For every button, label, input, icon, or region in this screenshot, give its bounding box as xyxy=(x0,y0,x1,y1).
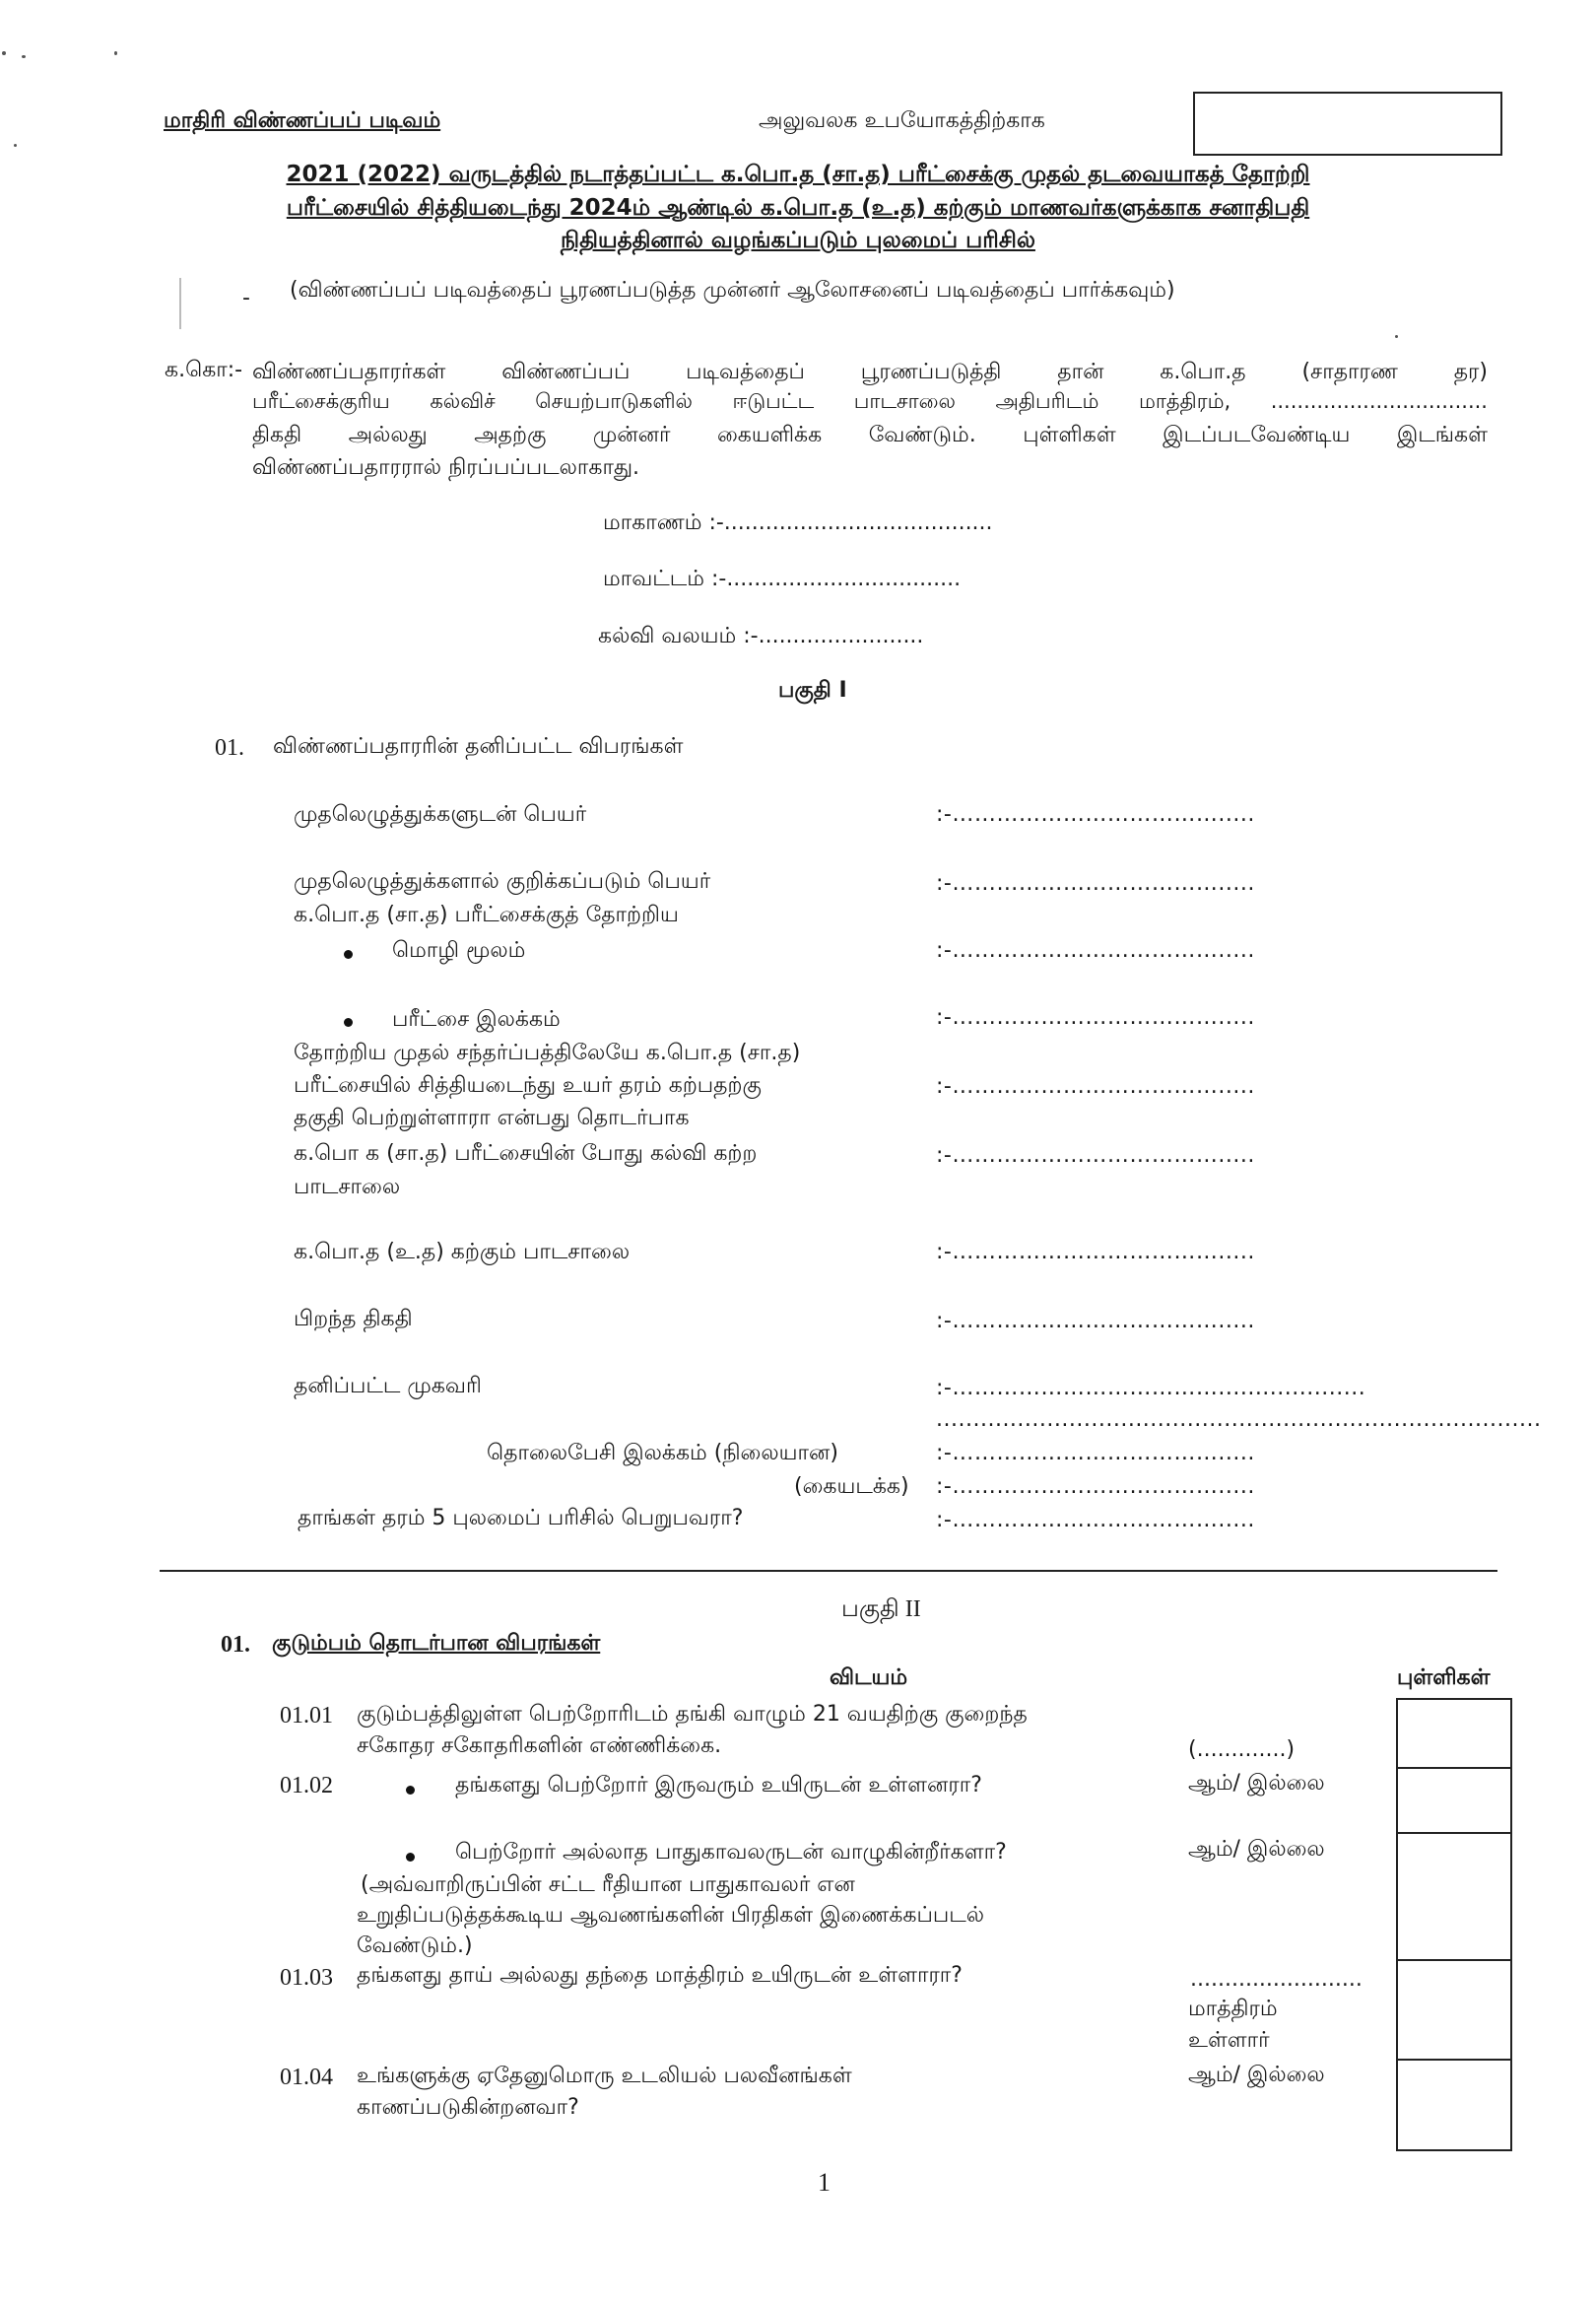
label-ol-school-2: பாடசாலை xyxy=(294,1175,401,1199)
zone-field[interactable]: கல்வி வலயம் :-........................ xyxy=(598,624,924,648)
grade5-field[interactable]: :-………………………………..... xyxy=(936,1508,1255,1532)
passed-field[interactable]: :-………………………………..... xyxy=(936,1074,1255,1099)
q2b-answer[interactable]: ஆம்/ இல்லை xyxy=(1188,1837,1325,1862)
q4-line-2: காணப்படுகின்றனவா? xyxy=(357,2095,579,2120)
marks-box-q3[interactable] xyxy=(1396,1959,1512,2061)
part1-section-number: 01. xyxy=(215,735,244,761)
office-use-label: அலுவலக உபயோகத்திற்காக xyxy=(759,108,1045,133)
part1-section-title: விண்ணப்பதாரரின் தனிப்பட்ட விபரங்கள் xyxy=(273,734,684,759)
scan-speck xyxy=(2,51,6,55)
label-passed-3: தகுதி பெற்றுள்ளாரா என்பது தொடர்பாக xyxy=(294,1106,690,1130)
q1-line-2: சகோதர சகோதரிகளின் எண்ணிக்கை. xyxy=(357,1733,722,1758)
name-with-initials-field[interactable]: :-………………………………..... xyxy=(936,802,1255,827)
marks-box-q4[interactable] xyxy=(1396,2059,1512,2151)
label-phone-land: தொலைபேசி இலக்கம் (நிலையான) xyxy=(487,1441,838,1465)
q3-answer-2: உள்ளார் xyxy=(1188,2028,1270,2053)
scan-speck xyxy=(1395,335,1398,338)
label-phone-mobile: (கையடக்க) xyxy=(794,1474,909,1499)
label-name-denoted: முதலெழுத்துக்களால் குறிக்கப்படும் பெயர் xyxy=(294,869,711,894)
label-passed-2: பரீட்சையில் சித்தியடைந்து உயர் தரம் கற்பதற்கு xyxy=(294,1073,762,1098)
note-line-4: விண்ணப்பதாரரால் நிரப்பப்படலாகாது. xyxy=(252,455,640,480)
scan-speck xyxy=(114,51,117,55)
bullet xyxy=(344,1018,353,1027)
index-number-field[interactable]: :-………………………………..... xyxy=(936,1005,1255,1030)
label-medium: மொழி மூலம் xyxy=(392,938,526,963)
note-line-1: விண்ணப்பதாரர்கள் விண்ணப்பப் படிவத்தைப் பூரணப்படுத்தி தான் க.பொ.த (சாதாரண தர) xyxy=(252,360,1488,384)
q3-text: தங்களது தாய் அல்லது தந்தை மாத்திரம் உயிருடன் உள்ளாரா? xyxy=(357,1963,963,1988)
q2b-note-3: வேண்டும்.) xyxy=(357,1933,473,1958)
divider xyxy=(160,1570,1497,1572)
q3-answer-1: மாத்திரம் xyxy=(1188,1997,1278,2021)
q4-number: 01.04 xyxy=(280,2065,333,2090)
scan-speck xyxy=(22,55,26,58)
phone-land-field[interactable]: :-………………………………..... xyxy=(936,1441,1255,1465)
q2a-text: தங்களது பெற்றோர் இருவரும் உயிருடன் உள்ளனரா? xyxy=(455,1773,982,1797)
address-field[interactable]: :-……………………………….................... xyxy=(936,1376,1366,1400)
note-line-3: திகதி அல்லது அதற்கு முன்னர் கையளிக்க வேண்டும். புள்ளிகள் இடப்படவேண்டிய இடங்கள் xyxy=(252,423,1488,447)
ol-school-field[interactable]: :-………………………………..... xyxy=(936,1143,1255,1168)
label-appeared-prefix: க.பொ.த (சா.த) பரீட்சைக்குத் தோற்றிய xyxy=(294,903,679,927)
note-line-2: பரீட்சைக்குரிய கல்விச் செயற்பாடுகளில் ஈடுபட்ட பாடசாலை அதிபரிடம் மாத்திரம், ................................. xyxy=(252,389,1488,413)
marks-box-q2a[interactable] xyxy=(1396,1765,1512,1834)
province-field[interactable]: மாகாணம் :-....................................... xyxy=(603,510,993,535)
bullet-mark: - xyxy=(242,286,250,310)
scan-speck xyxy=(179,278,181,329)
q2-number: 01.02 xyxy=(280,1773,333,1798)
al-school-field[interactable]: :-………………………………..... xyxy=(936,1240,1255,1264)
title-line-3: நிதியத்தினால் வழங்கப்படும் புலமைப் பரிசில் xyxy=(561,228,1035,253)
marks-box-q1[interactable] xyxy=(1396,1698,1512,1769)
q1-answer[interactable]: (.............) xyxy=(1188,1737,1296,1762)
bullet xyxy=(344,950,353,959)
q4-answer[interactable]: ஆம்/ இல்லை xyxy=(1188,2063,1325,2087)
label-passed-1: தோற்றிய முதல் சந்தர்ப்பத்திலேயே க.பொ.த (சா.த) xyxy=(294,1041,801,1065)
label-ol-school-1: க.பொ க (சா.த) பரீட்சையின் போது கல்வி கற்ற xyxy=(294,1141,758,1166)
label-name-with-initials: முதலெழுத்துக்களுடன் பெயர் xyxy=(294,802,587,827)
medium-field[interactable]: :-………………………………..... xyxy=(936,938,1255,963)
note-prefix: க.கொ:- xyxy=(165,358,243,382)
label-index-number: பரீட்சை இலக்கம் xyxy=(392,1007,561,1032)
col-subject-header: விடயம் xyxy=(830,1665,908,1690)
q3-answer-dots[interactable]: ......................... xyxy=(1190,1967,1363,1992)
label-grade5: தாங்கள் தரம் 5 புலமைப் பரிசில் பெறுபவரா? xyxy=(298,1506,744,1530)
q2b-note-2: உறுதிப்படுத்தக்கூடிய ஆவணங்களின் பிரதிகள் இணைக்கப்படல் xyxy=(357,1903,985,1928)
district-field[interactable]: மாவட்டம் :-.................................. xyxy=(603,567,962,591)
page-number: 1 xyxy=(818,2168,831,2197)
phone-mobile-field[interactable]: :-………………………………..... xyxy=(936,1474,1255,1499)
q3-number: 01.03 xyxy=(280,1965,333,1991)
part2-section-number: 01. xyxy=(221,1632,250,1658)
marks-box-q2b[interactable] xyxy=(1396,1832,1512,1961)
title-line-2: பரீட்சையில் சித்தியடைந்து 2024ம் ஆண்டில் க.பொ.த (உ.த) கற்கும் மாணவர்களுக்காக சனாதிபதி xyxy=(286,195,1310,221)
q1-number: 01.01 xyxy=(280,1703,333,1729)
bullet xyxy=(406,1786,415,1795)
office-use-box[interactable] xyxy=(1193,92,1502,156)
form-title: மாதிரி விண்ணப்பப் படிவம் xyxy=(164,108,441,133)
scan-speck xyxy=(14,144,17,147)
q1-line-1: குடும்பத்திலுள்ள பெற்றோரிடம் தங்கி வாழும் 21 வயதிற்கு குறைந்த xyxy=(357,1702,1028,1727)
dob-field[interactable]: :-………………………………..... xyxy=(936,1309,1255,1333)
address-field-line-2[interactable]: .................................................................................. xyxy=(936,1407,1542,1432)
q2a-answer[interactable]: ஆம்/ இல்லை xyxy=(1188,1771,1325,1796)
name-denoted-field[interactable]: :-………………………………..... xyxy=(936,871,1255,896)
label-dob: பிறந்த திகதி xyxy=(294,1307,413,1331)
label-al-school: க.பொ.த (உ.த) கற்கும் பாடசாலை xyxy=(294,1240,631,1264)
q4-line-1: உங்களுக்கு ஏதேனுமொரு உடலியல் பலவீனங்கள் xyxy=(357,2064,852,2088)
bullet xyxy=(406,1853,415,1862)
q2b-note-1: (அவ்வாறிருப்பின் சட்ட ரீதியான பாதுகாவலர் என xyxy=(361,1872,855,1897)
part2-section-title: குடும்பம் தொடர்பான விபரங்கள் xyxy=(272,1631,601,1656)
label-address: தனிப்பட்ட முகவரி xyxy=(294,1374,482,1398)
q2b-text: பெற்றோர் அல்லாத பாதுகாவலருடன் வாழுகின்றீர்களா? xyxy=(455,1840,1007,1864)
title-line-1: 2021 (2022) வருடத்தில் நடாத்தப்பட்ட க.பொ.த (சா.த) பரீட்சைக்கு முதல் தடவையாகத் தோற்றி xyxy=(286,162,1310,187)
part1-heading: பகுதி I xyxy=(778,678,847,703)
part2-heading: பகுதி II xyxy=(841,1596,921,1622)
col-marks-header: புள்ளிகள் xyxy=(1397,1665,1491,1690)
instruction: (விண்ணப்பப் படிவத்தைப் பூரணப்படுத்த முன்னர் ஆலோசனைப் படிவத்தைப் பார்க்கவும்) xyxy=(290,278,1175,303)
